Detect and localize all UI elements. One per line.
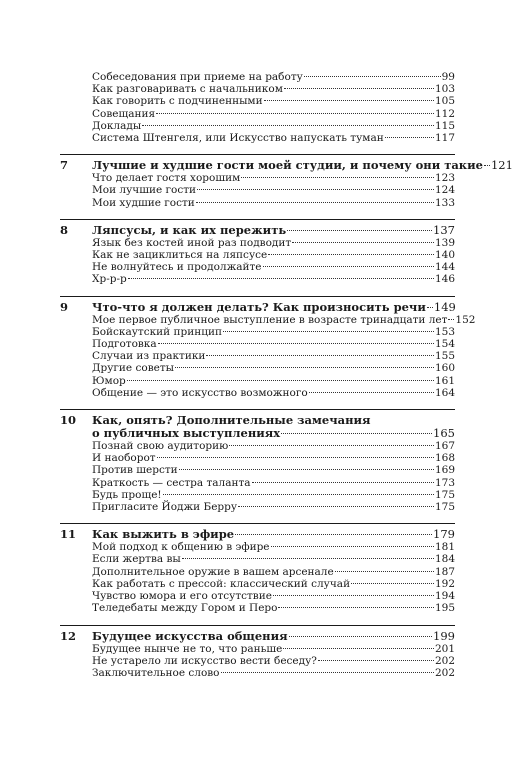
toc-entry — [60, 326, 455, 338]
chapter-heading-cont — [60, 427, 455, 440]
dot-leader — [278, 607, 433, 608]
page-number: 123 — [434, 172, 455, 185]
chapter-title: Будущее искусства общения — [92, 628, 288, 643]
toc-entry — [60, 338, 455, 350]
page-number: 192 — [434, 577, 455, 590]
entry-title: И наоборот — [92, 452, 156, 465]
page-number: 160 — [434, 362, 455, 375]
toc-entry — [60, 83, 455, 95]
entry-title: Не устарело ли искусство вести беседу? — [92, 654, 317, 667]
dot-leader — [351, 583, 434, 584]
page-number: 105 — [434, 95, 455, 108]
entry-title: Как говорить с подчиненными — [92, 95, 263, 108]
dot-leader — [229, 445, 434, 446]
dot-leader — [179, 469, 434, 470]
chapter-heading — [60, 158, 513, 173]
entry-title: Как не зациклиться на ляпсусе — [92, 249, 268, 262]
entry-title: Теледебаты между Гором и Перо — [92, 602, 278, 615]
chapter-number: 11 — [60, 527, 77, 542]
page-number: 179 — [433, 527, 455, 542]
entry-title: Другие советы — [92, 362, 174, 375]
entry-title: Система Штенгеля, или Искусство напускать туман — [92, 132, 384, 145]
dot-leader — [182, 558, 434, 559]
page-number: 133 — [434, 196, 455, 209]
dot-leader — [156, 113, 434, 114]
page-number: 165 — [433, 426, 455, 441]
dot-leader — [427, 307, 433, 308]
dot-leader — [264, 100, 434, 101]
dot-leader — [238, 506, 434, 507]
dot-leader — [241, 177, 434, 178]
toc-entry — [60, 590, 455, 602]
chapter-number: 7 — [60, 158, 69, 173]
toc-entry — [60, 172, 455, 184]
page-number: 195 — [434, 602, 455, 615]
page-number: 137 — [433, 222, 455, 237]
entry-title: Если жертва вы — [92, 553, 181, 566]
page-number: 140 — [434, 249, 455, 262]
page-number: 115 — [434, 119, 455, 132]
toc-entry — [60, 464, 455, 476]
page-number: 161 — [434, 374, 455, 387]
toc-entry — [60, 602, 455, 614]
chapter-section — [60, 409, 455, 513]
entry-title: Хр-р-р — [92, 273, 127, 286]
dot-leader — [235, 534, 432, 535]
section-divider — [60, 219, 455, 220]
chapter-title: Ляпсусы, и как их пережить — [92, 222, 287, 237]
toc-entry — [60, 553, 455, 565]
page-number: 153 — [434, 325, 455, 338]
chapter-title: Как, опять? Дополнительные замечания — [92, 413, 371, 428]
toc-entry — [60, 452, 455, 464]
toc-entry — [60, 566, 455, 578]
dot-leader — [158, 343, 434, 344]
entry-title: Общение — это искусство возможного — [92, 386, 308, 399]
entry-title: Юмор — [92, 374, 126, 387]
section-divider — [60, 154, 455, 155]
page-number: 117 — [434, 132, 455, 145]
dot-leader — [287, 230, 432, 231]
page-number: 184 — [434, 553, 455, 566]
page-number: 139 — [434, 236, 455, 249]
chapter-section — [60, 154, 513, 209]
dot-leader — [128, 278, 434, 279]
page-number: 202 — [434, 654, 455, 667]
dot-leader — [304, 76, 441, 77]
toc-entry — [60, 249, 455, 261]
toc-entry — [60, 375, 455, 387]
page-number: 199 — [433, 628, 455, 643]
page-number: 175 — [434, 488, 455, 501]
page-number: 112 — [434, 107, 455, 120]
table-of-contents — [60, 71, 513, 679]
chapter-heading — [60, 224, 455, 237]
chapter-title: Лучшие и худшие гости моей студии, и почему они такие — [92, 158, 483, 173]
page-number: 201 — [434, 642, 455, 655]
dot-leader — [289, 636, 432, 637]
page-number: 99 — [441, 71, 455, 83]
dot-leader — [197, 189, 434, 190]
chapter-title-cont: о публичных выступлениях — [92, 426, 281, 441]
page-number: 124 — [434, 184, 455, 197]
page-number: 154 — [434, 338, 455, 351]
entry-title: Бойскаутский принцип — [92, 325, 222, 338]
toc-entry — [60, 71, 455, 83]
entry-title: Что делает гостя хорошим — [92, 172, 241, 185]
entry-title: Заключительное слово — [92, 666, 220, 679]
toc-entry — [60, 578, 455, 590]
dot-leader — [127, 380, 434, 381]
toc-entry — [60, 350, 455, 362]
dot-leader — [448, 319, 454, 320]
dot-leader — [335, 571, 434, 572]
chapter-number: 10 — [60, 413, 77, 428]
toc-entry — [60, 237, 455, 249]
toc-entry — [60, 95, 455, 107]
page-number: 187 — [434, 565, 455, 578]
page-number: 173 — [434, 476, 455, 489]
section-divider — [60, 523, 455, 524]
dot-leader — [283, 648, 434, 649]
dot-leader — [157, 457, 434, 458]
entry-title: Мои лучшие гости — [92, 184, 197, 197]
page-number: 164 — [434, 386, 455, 399]
dot-leader — [273, 595, 434, 596]
chapter-number: 8 — [60, 222, 69, 237]
toc-entry — [60, 197, 455, 209]
page-number: 155 — [434, 350, 455, 363]
dot-leader — [206, 355, 434, 356]
entry-title: Доклады — [92, 119, 142, 132]
dot-leader — [221, 672, 434, 673]
dot-leader — [175, 367, 434, 368]
toc-entry — [60, 184, 455, 196]
toc-entry — [60, 489, 455, 501]
toc-entry — [60, 261, 455, 273]
chapter-heading — [60, 528, 455, 541]
page-number: 169 — [434, 464, 455, 477]
dot-leader — [309, 392, 434, 393]
dot-leader — [281, 433, 432, 434]
page-number: 168 — [434, 452, 455, 465]
entry-title: Мой подход к общению в эфире — [92, 541, 270, 554]
toc-entry — [60, 655, 455, 667]
toc-entry — [60, 273, 455, 285]
chapter-title: Как выжить в эфире — [92, 527, 235, 542]
toc-entry — [60, 541, 455, 553]
entry-title: Пригласите Йоджи Берру — [92, 501, 238, 514]
page-number: 152 — [455, 313, 476, 326]
toc-entry — [60, 132, 455, 144]
entry-title: Дополнительное оружие в вашем арсенале — [92, 565, 334, 578]
chapter-number: 9 — [60, 299, 69, 314]
chapter-heading — [60, 630, 455, 643]
dot-leader — [318, 660, 434, 661]
chapter-section — [60, 296, 476, 399]
entry-title: Против шерсти — [92, 464, 178, 477]
page-number: 167 — [434, 440, 455, 453]
chapter-section — [60, 625, 455, 680]
dot-leader — [292, 242, 434, 243]
page-number: 202 — [434, 666, 455, 679]
dot-leader — [252, 482, 434, 483]
chapter-number: 12 — [60, 628, 77, 643]
entry-title: Совещания — [92, 107, 156, 120]
entry-title: Чувство юмора и его отсутствие — [92, 590, 272, 603]
dot-leader — [223, 331, 434, 332]
page-number: 146 — [434, 273, 455, 286]
entry-title: Случаи из практики — [92, 350, 206, 363]
dot-leader — [484, 165, 490, 166]
entry-title: Язык без костей иной раз подводит — [92, 236, 292, 249]
dot-leader — [271, 546, 434, 547]
chapter-heading — [60, 301, 455, 314]
toc-entry — [60, 440, 455, 452]
dot-leader — [385, 137, 434, 138]
toc-entry — [60, 477, 455, 489]
dot-leader — [284, 88, 434, 89]
page-number: 149 — [433, 299, 456, 314]
entry-title: Собеседования при приеме на работу — [92, 71, 303, 83]
chapter-section — [60, 219, 455, 286]
section-divider — [60, 296, 455, 297]
entry-title: Мое первое публичное выступление в возрасте тринадцати лет — [92, 313, 448, 326]
toc-entry — [60, 387, 455, 399]
toc-entry — [60, 501, 455, 513]
dot-leader — [268, 254, 434, 255]
section-divider — [60, 625, 455, 626]
toc-entry — [60, 643, 455, 655]
toc-entry — [60, 362, 455, 374]
page-number: 175 — [434, 501, 455, 514]
toc-entry — [60, 313, 476, 326]
chapter-title: Что-что я должен делать? Как произносить речи — [92, 299, 426, 314]
entry-title: Не волнуйтесь и продолжайте — [92, 261, 262, 274]
entry-title: Краткость — сестра таланта — [92, 476, 251, 489]
entry-title: Познай свою аудиторию — [92, 440, 229, 453]
toc-entry — [60, 108, 455, 120]
dot-leader — [163, 494, 434, 495]
toc-entry — [60, 120, 455, 132]
entry-title: Мои худшие гости — [92, 196, 195, 209]
dot-leader — [142, 125, 434, 126]
page-number: 121 — [490, 158, 513, 173]
entry-title: Будь проще! — [92, 488, 162, 501]
toc-entry — [60, 667, 455, 679]
entry-title: Подготовка — [92, 338, 157, 351]
entry-title: Как работать с прессой: классический случай — [92, 577, 351, 590]
page-number: 194 — [434, 590, 455, 603]
page-number: 103 — [434, 83, 455, 96]
section-divider — [60, 409, 455, 410]
entry-title: Как разговаривать с начальником — [92, 83, 283, 96]
page-number: 144 — [434, 261, 455, 274]
entry-title: Будущее нынче не то, что раньше — [92, 642, 283, 655]
page-number: 181 — [434, 541, 455, 554]
chapter-section — [60, 523, 455, 614]
dot-leader — [196, 202, 434, 203]
dot-leader — [263, 266, 434, 267]
